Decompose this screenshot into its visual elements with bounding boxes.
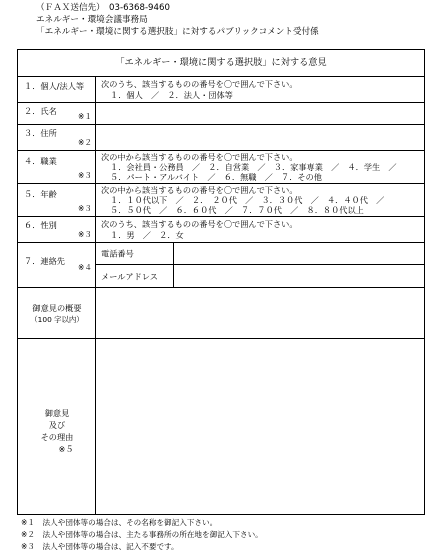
label-age: ５．年齢 bbox=[24, 189, 57, 199]
label-name: ２．氏名 bbox=[24, 106, 57, 116]
option-list: １．個人 ／ ２．法人・団体等 bbox=[110, 90, 233, 100]
option-list: １．１０代以下 ／ ２． ２０代 ／ ３．３０代 ／ ４．４０代 ／ bbox=[110, 195, 385, 205]
field-email[interactable] bbox=[174, 265, 424, 288]
row-gender bbox=[18, 217, 424, 243]
note-marker: ※２ bbox=[78, 138, 92, 147]
note-marker: ※３ bbox=[78, 204, 92, 213]
row-individual-corporate bbox=[18, 76, 424, 103]
field-gender[interactable]: 次のうち、該当するものの番号を〇で囲んで下さい。 １．男 ／ ２．女 bbox=[101, 219, 298, 240]
footnote-2: ※２ 法人や団体等の場合は、主たる事務所の所在地を御記入下さい。 bbox=[21, 530, 263, 539]
option-list: １．会社員・公務員 ／ ２．自営業 ／ ３．家事専業 ／ ４．学生 ／ bbox=[110, 162, 397, 172]
office-name: エネルギー・環境会議事務局 bbox=[36, 15, 148, 25]
label-summary-limit: （100 字以内） bbox=[30, 315, 84, 324]
form-title: 「エネルギー・環境に関する選択肢」に対する意見 bbox=[18, 50, 424, 77]
row-address bbox=[18, 125, 424, 151]
label-occupation: ４．職業 bbox=[24, 156, 57, 166]
label-contact: ７．連絡先 bbox=[24, 256, 65, 266]
receiving-section: 「エネルギー・環境に関する選択肢」に対するパブリックコメント受付係 bbox=[36, 27, 319, 37]
field-phone[interactable] bbox=[174, 243, 424, 264]
field-address[interactable] bbox=[96, 125, 424, 150]
row-opinion bbox=[18, 339, 424, 514]
note-marker: ※５ bbox=[58, 444, 74, 454]
field-opinion[interactable] bbox=[96, 339, 424, 514]
label-address: ３．住所 bbox=[24, 128, 57, 138]
field-name[interactable] bbox=[96, 103, 424, 124]
row-contact bbox=[18, 243, 424, 288]
option-list: １．男 ／ ２．女 bbox=[110, 230, 184, 240]
note-marker: ※４ bbox=[78, 263, 92, 272]
label-opinion-and: 及び bbox=[48, 420, 66, 430]
label-individual-corporate: １．個人/法人等 bbox=[24, 81, 85, 91]
field-summary[interactable] bbox=[96, 288, 424, 338]
note-marker: ※３ bbox=[78, 230, 92, 239]
label-gender: ６．性別 bbox=[24, 220, 57, 230]
comment-form bbox=[17, 49, 425, 515]
label-phone: 電話番号 bbox=[101, 248, 134, 258]
fax-destination: （ＦＡＸ送信先） 03-6368-9460 bbox=[36, 3, 170, 13]
field-individual-corporate[interactable]: 次のうち、該当するものの番号を〇で囲んで下さい。 １．個人 ／ ２．法人・団体等 bbox=[101, 79, 298, 100]
phone-row bbox=[96, 243, 424, 265]
label-opinion: 御意見 bbox=[44, 408, 70, 418]
note-marker: ※３ bbox=[78, 171, 92, 180]
row-name bbox=[18, 103, 424, 125]
footnote-1: ※１ 法人や団体等の場合は、その名称を御記入下さい。 bbox=[21, 518, 218, 527]
email-row bbox=[96, 265, 424, 288]
row-age bbox=[18, 184, 424, 217]
label-opinion-reason: その理由 bbox=[40, 432, 74, 442]
field-age[interactable]: 次の中から該当するものの番号を〇で囲んで下さい。 １．１０代以下 ／ ２． ２０代 ／ ３．３０代 ／ ４．４０代 ／ ５．５０代 ／ ６．６０代 ／ ７．７０代 ／ ８．８０代以上 bbox=[101, 185, 385, 215]
row-occupation bbox=[18, 151, 424, 184]
label-email: メールアドレス bbox=[101, 271, 158, 281]
label-summary: 御意見の概要 bbox=[32, 303, 82, 313]
footnote-3: ※３ 法人や団体等の場合は、記入不要です。 bbox=[21, 542, 179, 551]
option-list: ５．５０代 ／ ６．６０代 ／ ７．７０代 ／ ８．８０代以上 bbox=[110, 205, 364, 215]
note-marker: ※１ bbox=[78, 112, 92, 121]
option-list: ５．パート・アルバイト ／ ６．無職 ／ ７．その他 bbox=[110, 172, 322, 182]
field-occupation[interactable]: 次の中から該当するものの番号を〇で囲んで下さい。 １．会社員・公務員 ／ ２．自営業 ／ ３．家事専業 ／ ４．学生 ／ ５．パート・アルバイト ／ ６．無職 ／ ７．その他 bbox=[101, 152, 397, 182]
row-summary bbox=[18, 288, 424, 339]
